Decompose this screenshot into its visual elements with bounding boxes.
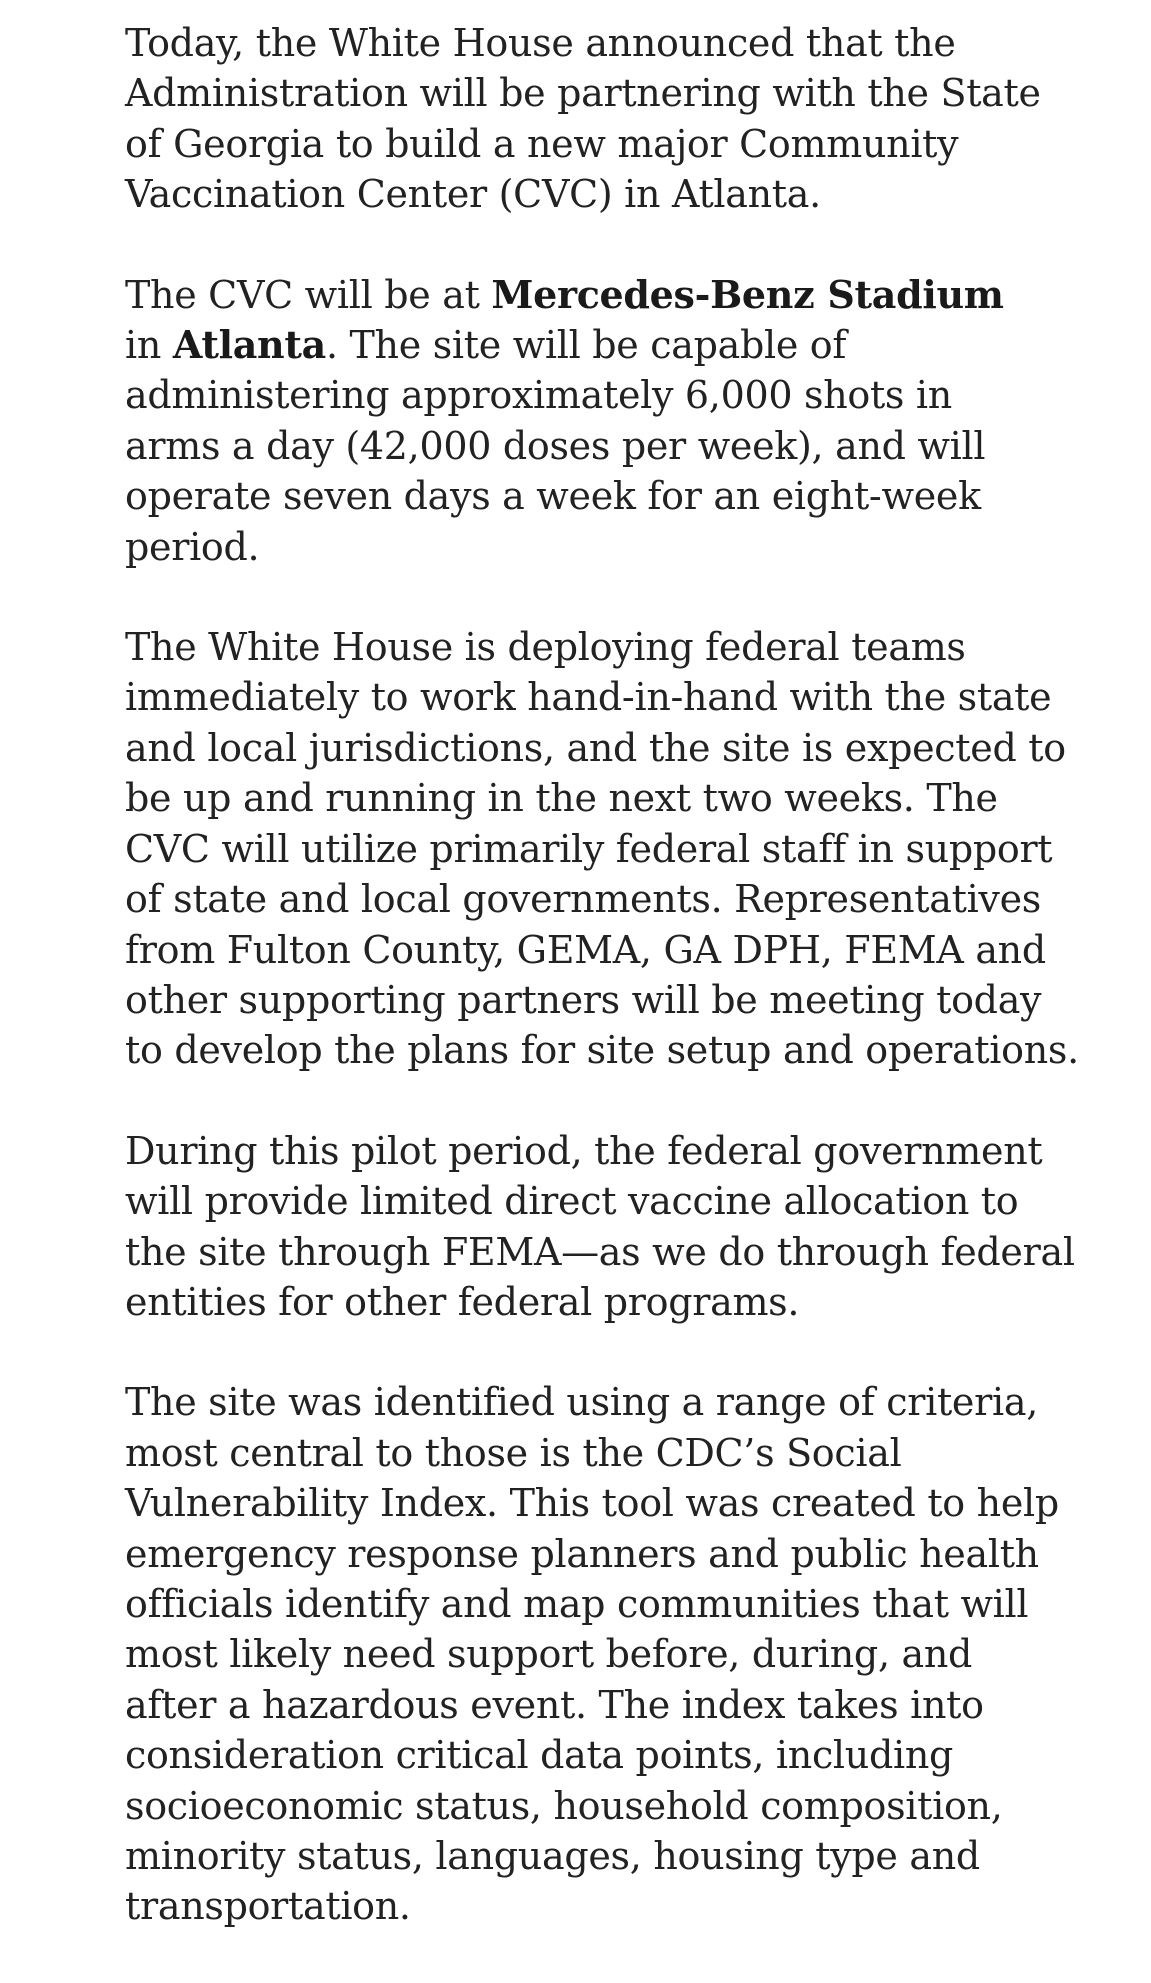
- text-line: entities for other federal programs.: [125, 1279, 800, 1324]
- text-line: will provide limited direct vaccine allocation to: [125, 1179, 1019, 1224]
- text-line: Vaccination Center (CVC) in Atlanta.: [125, 172, 821, 217]
- stadium-name: Mercedes-Benz Stadium: [491, 271, 1004, 317]
- text-line: most central to those is the CDC’s Social: [125, 1430, 902, 1475]
- text-segment: The CVC will be at: [125, 272, 492, 317]
- text-line: period.: [125, 524, 260, 569]
- text-line: from Fulton County, GEMA, GA DPH, FEMA and: [125, 927, 1046, 972]
- text-line: be up and running in the next two weeks. The: [125, 776, 998, 821]
- text-line: During this pilot period, the federal government: [125, 1128, 1043, 1173]
- text-line: [125, 270, 1135, 320]
- text-line: CVC will utilize primarily federal staff in support: [125, 826, 1053, 871]
- text-segment: in: [125, 323, 173, 368]
- text-line: most likely need support before, during, and: [125, 1632, 973, 1677]
- text-segment: . The site will be capable of: [325, 323, 847, 368]
- text-line: Today, the White House announced that the: [125, 21, 956, 65]
- text-line: transportation.: [125, 1884, 411, 1929]
- text-line: [125, 320, 1135, 370]
- text-line: Administration will be partnering with the State: [125, 71, 1041, 116]
- text-line: and local jurisdictions, and the site is expected to: [125, 725, 1066, 770]
- text-line: administering approximately 6,000 shots in: [125, 373, 952, 418]
- text-line: after a hazardous event. The index takes into: [125, 1682, 984, 1727]
- text-line: minority status, languages, housing type and: [125, 1834, 980, 1878]
- paragraph-site-criteria: [125, 1377, 1135, 1931]
- paragraph-pilot-period: [125, 1126, 1135, 1328]
- text-line: The site was identified using a range of criteria,: [125, 1380, 1038, 1425]
- text-line: the site through FEMA—as we do through federal: [125, 1229, 1075, 1274]
- text-line: The White House is deploying federal teams: [125, 625, 966, 670]
- article-body: [125, 18, 1135, 1982]
- text-line: of state and local governments. Representatives: [125, 877, 1041, 922]
- text-line: arms a day (42,000 doses per week), and will: [125, 423, 986, 468]
- text-line: socioeconomic status, household composition,: [125, 1783, 1003, 1828]
- text-line: operate seven days a week for an eight-week: [125, 474, 981, 519]
- text-line: to develop the plans for site setup and operations.: [125, 1028, 1079, 1073]
- paragraph-site-location: [125, 270, 1135, 572]
- text-line: consideration critical data points, including: [125, 1733, 954, 1778]
- text-line: emergency response planners and public health: [125, 1531, 1039, 1576]
- city-name: Atlanta: [172, 322, 326, 368]
- text-line: of Georgia to build a new major Community: [125, 121, 959, 166]
- text-line: officials identify and map communities that will: [125, 1581, 1029, 1626]
- text-line: other supporting partners will be meeting today: [125, 977, 1042, 1022]
- paragraph-announcement: [125, 18, 1135, 220]
- text-line: immediately to work hand-in-hand with the state: [125, 675, 1052, 720]
- text-line: Vulnerability Index. This tool was created to help: [125, 1481, 1059, 1526]
- paragraph-federal-teams: [125, 622, 1135, 1076]
